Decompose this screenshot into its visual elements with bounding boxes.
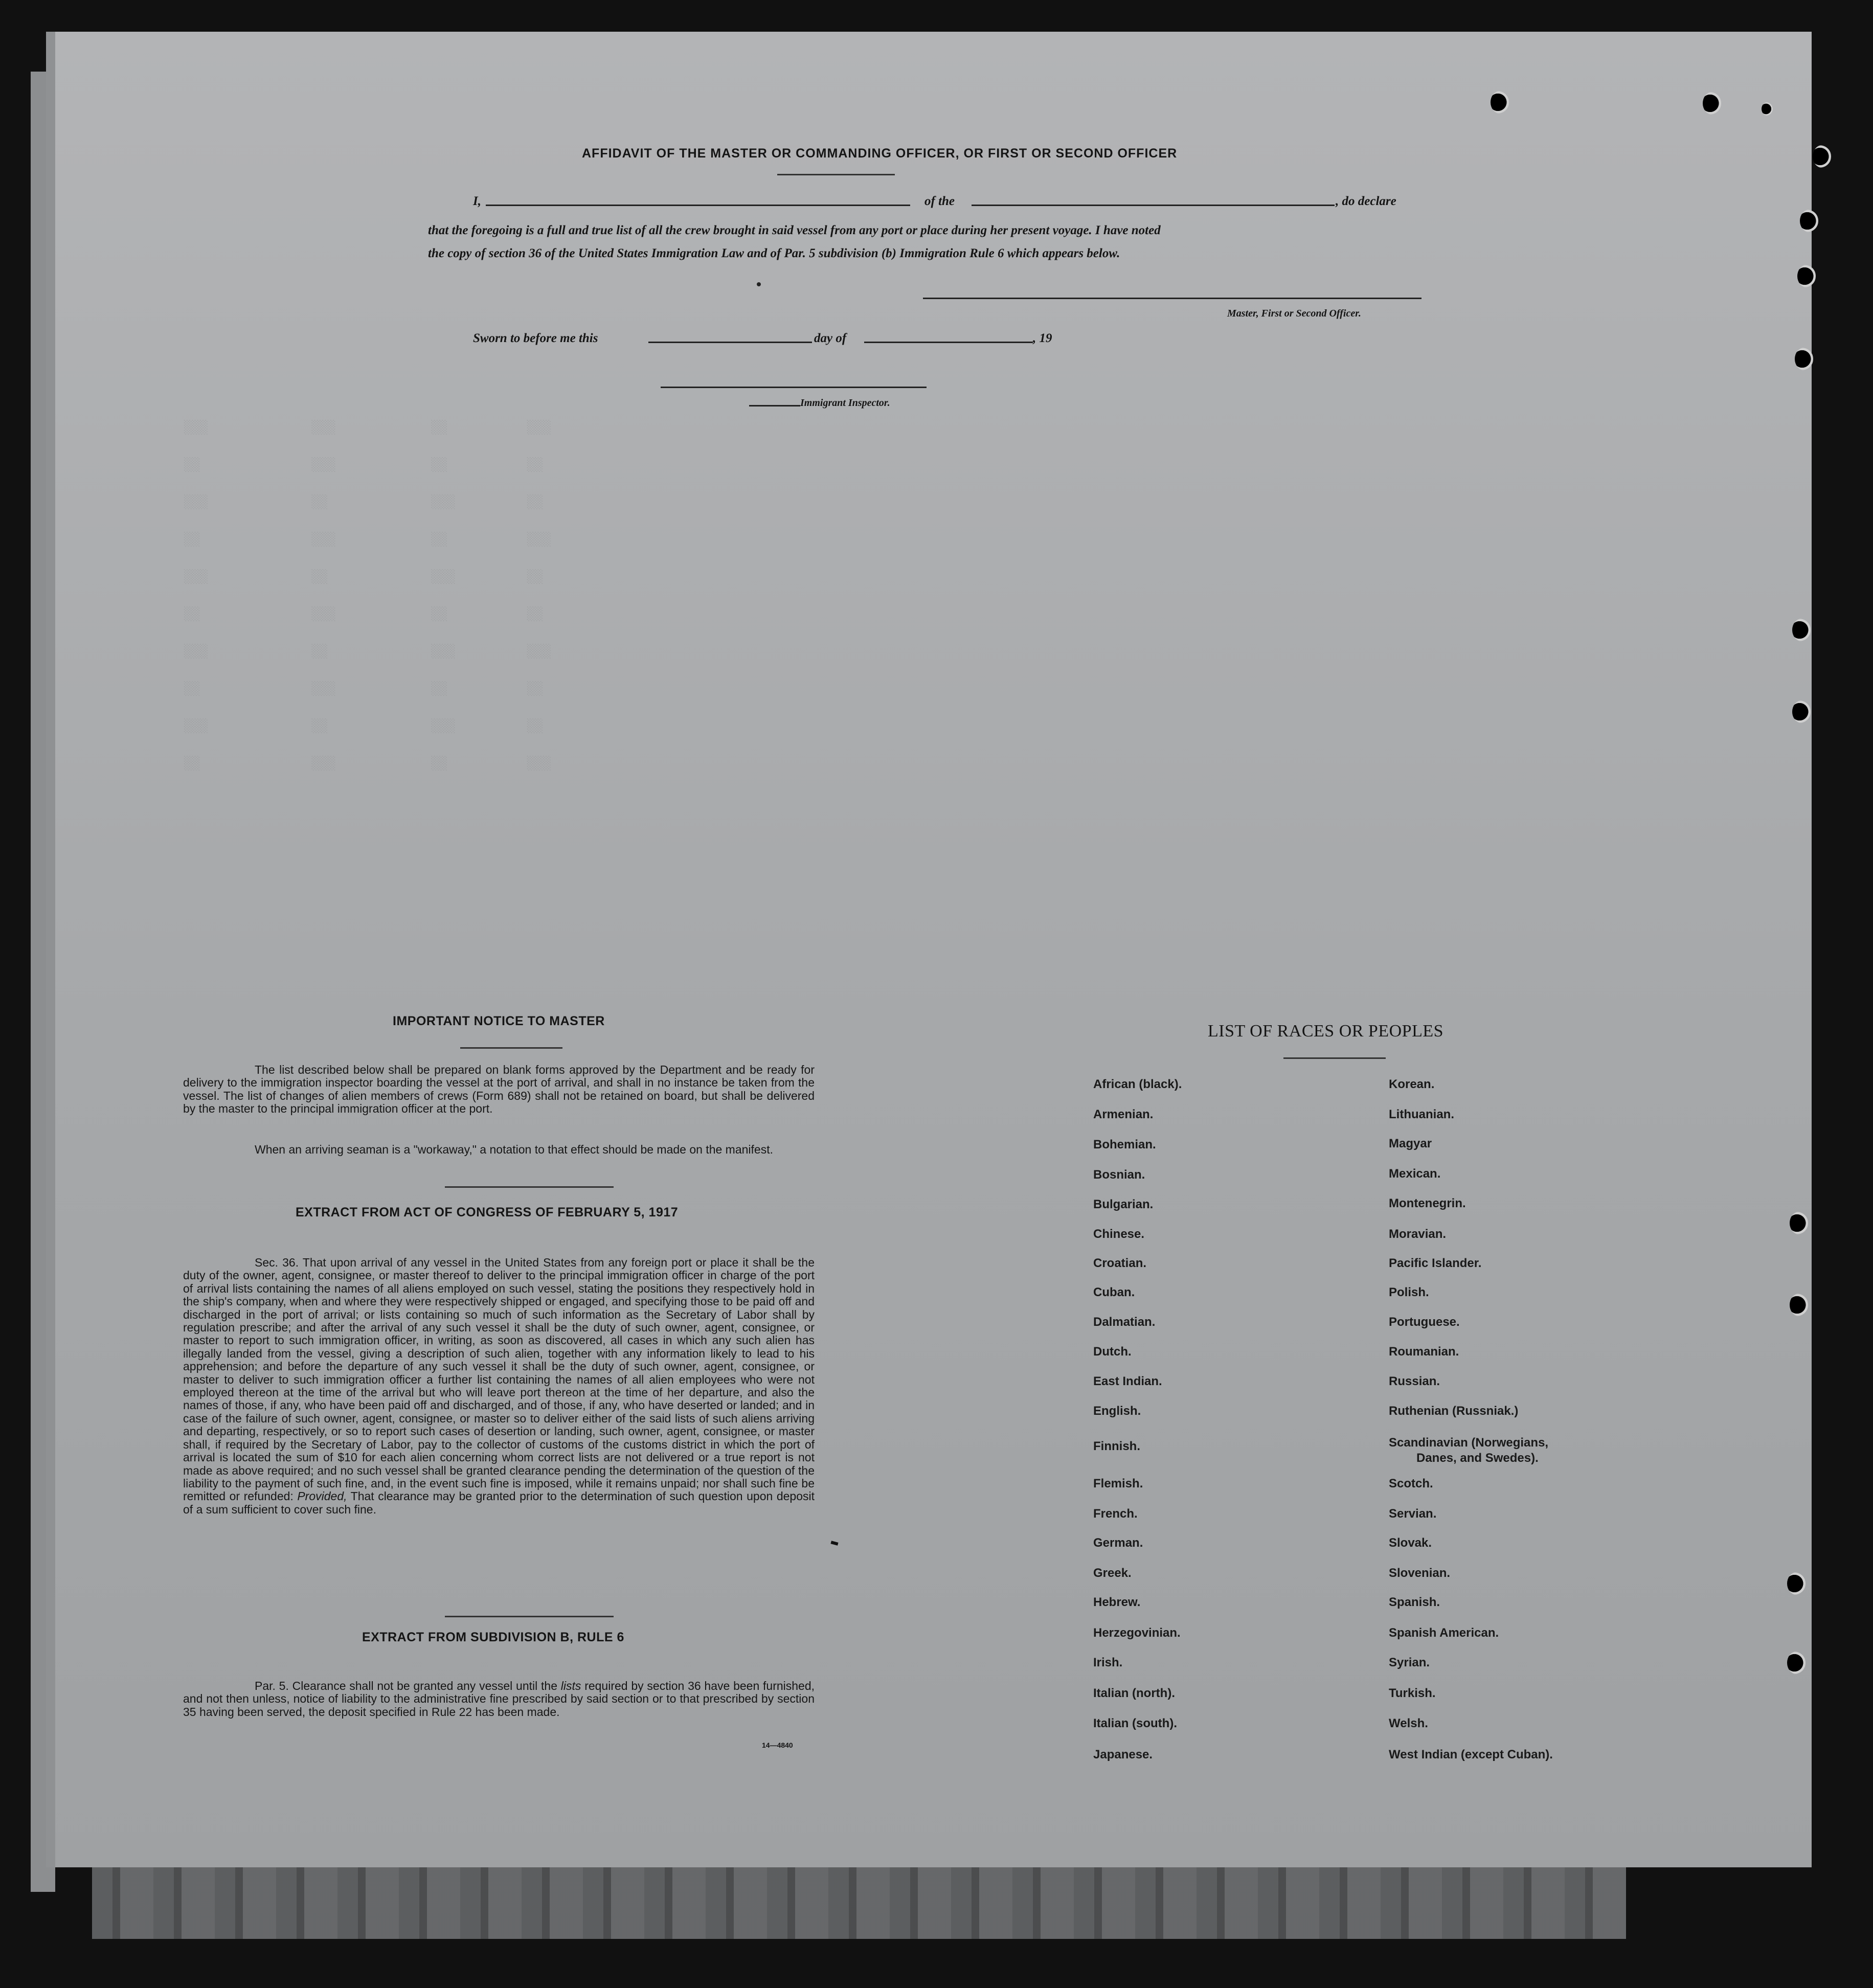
binder-hole-icon xyxy=(1491,91,1509,114)
inspector-label: Immigrant Inspector. xyxy=(800,397,890,409)
race-item: Slovak. xyxy=(1389,1536,1432,1550)
race-item: French. xyxy=(1093,1507,1138,1521)
race-item: Mexican. xyxy=(1389,1167,1441,1181)
sworn-month-blank xyxy=(864,342,1033,343)
race-item: Scandinavian (Norwegians, xyxy=(1389,1436,1549,1450)
ink-dot xyxy=(757,282,761,286)
race-item: Armenian. xyxy=(1093,1108,1154,1121)
race-item: Hebrew. xyxy=(1093,1595,1141,1609)
races-title: LIST OF RACES OR PEOPLES xyxy=(1208,1022,1444,1041)
inspector-signature-blank xyxy=(661,387,927,388)
binder-hole-icon xyxy=(1797,265,1816,287)
section-label: Sec. 36. xyxy=(255,1256,299,1269)
race-item: Scotch. xyxy=(1389,1477,1433,1490)
affidavit-line-3: the copy of section 36 of the United States Immigration Law and of Par. 5 subdivision (b) Immigration Rule 6 which appears below. xyxy=(428,246,1120,260)
binder-hole-icon xyxy=(1790,1294,1808,1316)
master-signature-blank xyxy=(923,298,1421,299)
provided-label: Provided, xyxy=(297,1489,347,1503)
race-item: Turkish. xyxy=(1389,1686,1436,1700)
race-item: Chinese. xyxy=(1093,1227,1145,1241)
master-signature-label: Master, First or Second Officer. xyxy=(1227,308,1361,319)
section-body-end: That clearance may be granted prior to the determination of such question upon deposit of a sum sufficient to cover such fine. xyxy=(183,1489,815,1516)
race-item: Spanish American. xyxy=(1389,1626,1499,1640)
race-item: Lithuanian. xyxy=(1389,1108,1454,1121)
race-item: Portuguese. xyxy=(1389,1315,1460,1329)
race-item: Bulgarian. xyxy=(1093,1198,1154,1211)
rule-text-a: Par. 5. Clearance shall not be granted any vessel until the xyxy=(255,1679,557,1692)
notice-paragraph-1: The list described below shall be prepared on blank forms approved by the Department and be ready for delivery to the immigration inspector boarding the vessel at the port of arrival, and shall in no instance be taken from the vessel. The list of changes of alien members of crews (Form 689) shall not be retained on board, but shall be delivered by the master to the principal immigration officer at the port. xyxy=(183,1063,815,1116)
race-item: Syrian. xyxy=(1389,1656,1430,1669)
inspector-line-lead xyxy=(749,405,800,406)
binder-hole-icon xyxy=(1795,348,1813,370)
torn-bottom-edge xyxy=(92,1867,1626,1939)
divider xyxy=(777,174,895,175)
race-item: Japanese. xyxy=(1093,1748,1153,1761)
race-item: Servian. xyxy=(1389,1507,1437,1521)
sworn-label: Sworn to before me this xyxy=(473,331,598,345)
race-item: Croatian. xyxy=(1093,1256,1147,1270)
race-item: Dalmatian. xyxy=(1093,1315,1156,1329)
race-item: East Indian. xyxy=(1093,1374,1162,1388)
binder-hole-icon xyxy=(1787,1572,1806,1595)
vessel-blank xyxy=(972,205,1335,206)
race-item: Dutch. xyxy=(1093,1345,1132,1359)
binder-hole-icon xyxy=(1792,619,1811,641)
binder-hole-icon xyxy=(1703,92,1721,115)
year-label: , 19 xyxy=(1033,331,1052,345)
affidavit-of-the-label: of the xyxy=(924,194,955,208)
race-item: Montenegrin. xyxy=(1389,1196,1466,1210)
race-item: Moravian. xyxy=(1389,1227,1447,1241)
race-item: Bosnian. xyxy=(1093,1168,1145,1182)
race-item: Pacific Islander. xyxy=(1389,1256,1482,1270)
race-item: Roumanian. xyxy=(1389,1345,1459,1359)
name-blank xyxy=(486,205,910,206)
race-item: Italian (north). xyxy=(1093,1686,1175,1700)
race-item: Spanish. xyxy=(1389,1595,1440,1609)
affidavit-i-label: I, xyxy=(473,194,481,208)
binder-hole-icon xyxy=(1762,102,1773,116)
form-number: 14—4840 xyxy=(762,1741,793,1749)
race-item: Russian. xyxy=(1389,1374,1440,1388)
race-item: Korean. xyxy=(1389,1077,1435,1091)
rule-paragraph xyxy=(183,1680,815,1719)
notice-title: IMPORTANT NOTICE TO MASTER xyxy=(393,1014,605,1028)
divider xyxy=(1283,1057,1386,1059)
day-of-label: day of xyxy=(814,331,847,345)
binder-hole-icon xyxy=(1800,210,1818,232)
affidavit-line-2: that the foregoing is a full and true list of all the crew brought in said vessel from any port or place during her present voyage. I have noted xyxy=(428,223,1161,237)
race-item: African (black). xyxy=(1093,1077,1182,1091)
race-item: Bohemian. xyxy=(1093,1138,1156,1151)
race-item: Cuban. xyxy=(1093,1285,1135,1299)
binder-hole-icon xyxy=(1787,1652,1806,1674)
page-edge-strip xyxy=(31,72,55,1892)
affidavit-title: AFFIDAVIT OF THE MASTER OR COMMANDING OFFICER, OR FIRST OR SECOND OFFICER xyxy=(582,146,1178,161)
race-item-continuation: Danes, and Swedes). xyxy=(1416,1451,1539,1465)
extract-act-title: EXTRACT FROM ACT OF CONGRESS OF FEBRUARY 5, 1917 xyxy=(296,1205,679,1219)
document-page xyxy=(55,32,1812,1867)
race-item: Herzegovinian. xyxy=(1093,1626,1181,1640)
binder-hole-icon xyxy=(1792,701,1811,723)
extract-rule-title: EXTRACT FROM SUBDIVISION B, RULE 6 xyxy=(362,1630,624,1644)
race-item: Welsh. xyxy=(1389,1716,1428,1730)
race-item: Magyar xyxy=(1389,1137,1432,1150)
race-item: German. xyxy=(1093,1536,1143,1550)
race-item: Italian (south). xyxy=(1093,1716,1177,1730)
race-item: Slovenian. xyxy=(1389,1566,1451,1580)
race-item: Irish. xyxy=(1093,1656,1123,1669)
race-item: Ruthenian (Russniak.) xyxy=(1389,1404,1519,1418)
binder-hole-icon xyxy=(1813,145,1831,168)
race-item: Greek. xyxy=(1093,1566,1132,1580)
bleed-through-marks: ░░░ ░░░ ░░ ░░░ ░░ ░░░ ░░ ░░ ░░░ ░░ ░░░ ░░ ░░ ░░░ ░░ ░░░ ░░░ ░░ ░░░ ░░ ░░ ░░░ ░░ ░░ ░░░ ░░ ░░░ ░░░ ░░ ░░░ ░░ ░░ ░░░ ░░ ░░░ ░░ ░░ ░░░ ░░ ░░░ xyxy=(184,420,551,771)
race-item: West Indian (except Cuban). xyxy=(1389,1748,1553,1761)
sworn-day-blank xyxy=(648,342,812,343)
notice-paragraph-2: When an arriving seaman is a "workaway," a notation to that effect should be made on the manifest. xyxy=(255,1143,773,1156)
rule-text-b: required by section 36 have been furnished, and not then unless, notice of liability to the administrative fine prescribed by said section or to that prescribed by section 35 having been served, the deposit specified in Rule 22 has been made. xyxy=(183,1679,815,1719)
race-item: Flemish. xyxy=(1093,1477,1143,1490)
race-item: Finnish. xyxy=(1093,1439,1140,1453)
race-item: English. xyxy=(1093,1404,1141,1418)
affidavit-declare-label: , do declare xyxy=(1336,194,1396,208)
race-item: Polish. xyxy=(1389,1285,1429,1299)
lists-label: lists xyxy=(560,1679,581,1692)
divider xyxy=(460,1047,562,1049)
section-body: That upon arrival of any vessel in the United States from any foreign port or place it shall be the duty of the owner, agent, consignee, or master thereof to deliver to the principal immigration officer in charge of the port of arrival lists containing the names of all aliens employed on such vessel, stating the positions they respectively hold in the ship's company, when and where they were respectively shipped or engaged, and specifying those to be paid off and discharged in the port of arrival; or lists containing so much of such information as the Secretary of Labor shall by regulation prescribe; and after the arrival of any such vessel it shall be the duty of such owner, agent, consignee, or master to report to such immigration officer, in writing, as soon as discovered, all cases in which any such alien has illegally landed from the vessel, giving a description of such alien, together with any information likely to lead to his apprehension; and before the departure of any such vessel it shall be the duty of such owner, agent, consignee, or master to deliver to such immigration officer a further list containing the names of all alien employees who were not employed thereon at the time of the arrival but who will leave port thereon at the time of her departure, and also the names of those, if any, who have been paid off and discharged, and of those, if any, who have deserted or landed; and in case of the failure of such owner, agent, consignee, or master so to deliver either of the said lists of such aliens arriving and departing, respectively, or so to report such cases of desertion or landing, such owner, agent, consignee, or master shall, if required by the Secretary of Labor, pay to the collector of customs of the customs district in which the port of arrival is located the sum of $10 for each alien concerning whom correct lists are not delivered or a true report is not made as above required; and no such vessel shall be granted clearance pending the determination of the question of the liability to the payment of such fine, and, in the event such fine is imposed, while it remains unpaid; nor shall such fine be remitted or refunded: xyxy=(183,1256,815,1503)
binder-hole-icon xyxy=(1790,1212,1808,1234)
divider xyxy=(445,1616,614,1617)
divider xyxy=(445,1186,614,1188)
section-36-text xyxy=(183,1256,815,1516)
